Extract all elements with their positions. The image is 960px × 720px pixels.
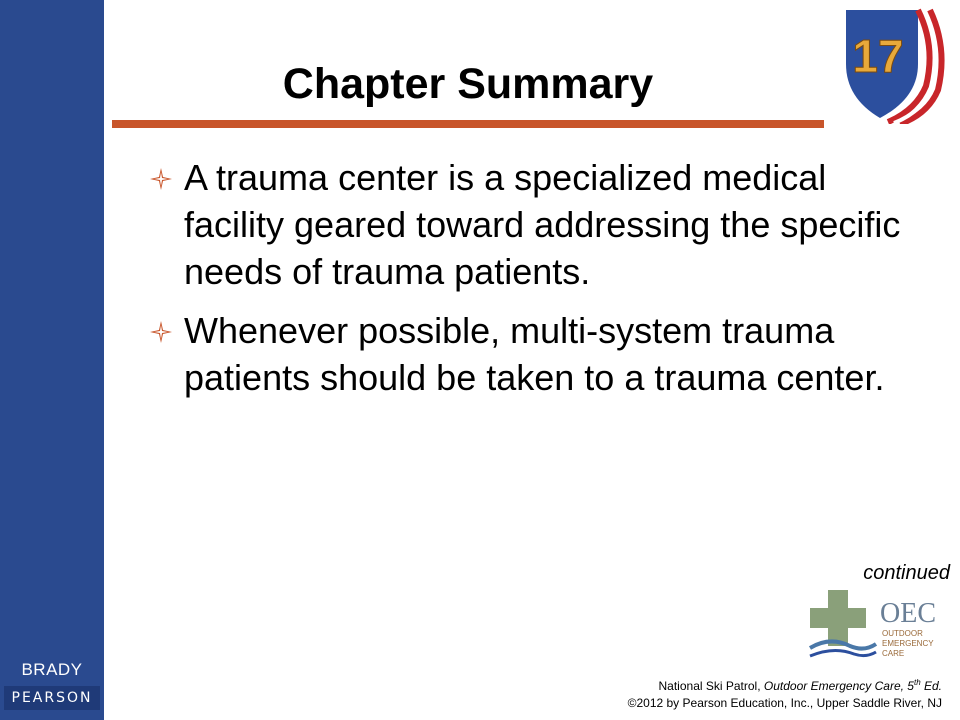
oec-line2: EMERGENCY (882, 639, 934, 648)
bullet-item (150, 154, 910, 295)
four-point-star-icon (150, 168, 172, 190)
continued-label: continued (863, 562, 950, 584)
footer-line-2: ©2012 by Pearson Education, Inc., Upper Saddle River, NJ (627, 696, 942, 710)
bullet-text: Whenever possible, multi-system trauma patients should be taken to a trauma center. (184, 310, 885, 398)
bullet-item (150, 307, 910, 401)
pearson-logo (4, 686, 100, 710)
chapter-number: 17 (852, 30, 904, 82)
footer-credits (628, 674, 942, 712)
title-underline (112, 120, 824, 128)
four-point-star-icon (150, 321, 172, 343)
slide-title: Chapter Summary (282, 60, 654, 108)
bullet-list (150, 154, 910, 413)
bullet-text: A trauma center is a specialized medical facility geared toward addressing the specific needs of trauma patients. (184, 157, 901, 292)
oec-name: OEC (880, 598, 936, 629)
footer-line-1: National Ski Patrol, Outdoor Emergency Care, 5th Ed. (658, 678, 942, 693)
oec-line3: CARE (882, 649, 905, 658)
oec-cross-logo-icon (804, 586, 948, 664)
brady-label: BRADY (21, 660, 83, 679)
oec-line1: OUTDOOR (882, 629, 923, 638)
left-sidebar (0, 0, 104, 720)
chapter-shield-icon (840, 6, 952, 124)
pearson-label: PEARSON (11, 690, 93, 706)
book-title: Outdoor Emergency Care, 5th Ed. (763, 678, 942, 693)
